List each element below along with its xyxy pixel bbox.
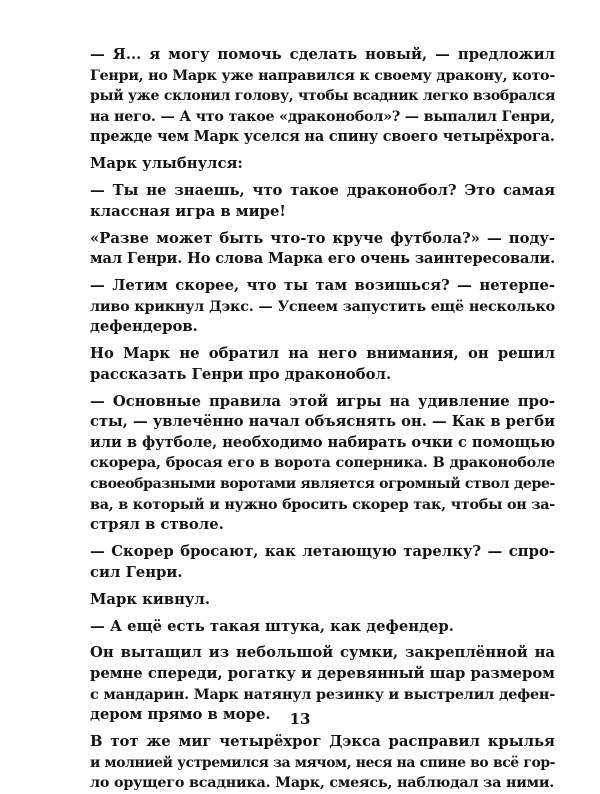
paragraph	[90, 181, 555, 222]
text-line: Генри, но Марк уже направился к своему дракону, кото-	[90, 67, 555, 84]
text-line: «Разве может быть что-то круче футбола?» — поду-	[90, 229, 555, 247]
paragraph	[90, 590, 555, 611]
text-line: — А ещё есть такая штука, как дефендер.	[90, 617, 454, 635]
text-line: стрял в стволе.	[90, 516, 224, 534]
text-line: ва, в который и нужно бросить скорер так, чтобы он за-	[90, 496, 555, 513]
page-body-text	[90, 45, 555, 794]
paragraph	[90, 229, 555, 270]
paragraph	[90, 732, 555, 794]
paragraph	[90, 392, 555, 536]
text-line: ремне спереди, рогатку и деревянный шар размером	[90, 665, 555, 682]
text-line: дером прямо в море.	[90, 706, 271, 724]
text-line: сты, — увлечённо начал объяснять он. — Как в регби	[90, 413, 555, 431]
text-line: сил Генри.	[90, 563, 183, 581]
text-line: на него. — А что такое «драконобол»? — выпалил Генри,	[90, 108, 555, 125]
paragraph	[90, 45, 555, 148]
text-line: Марк кивнул.	[90, 590, 210, 608]
paragraph	[90, 542, 555, 583]
text-line: прежде чем Марк уселся на спину своего четырёхрога.	[90, 128, 555, 146]
text-line: классная игра в мире!	[90, 202, 286, 220]
text-line: с мандарин. Марк натянул резинку и выстрелил дефен-	[90, 686, 555, 703]
text-line: скорера, бросая его в ворота соперника. В драконоболе	[90, 454, 555, 472]
text-line: Он вытащил из небольшой сумки, закреплённой на	[90, 644, 555, 662]
text-line: В тот же миг четырёхрог Дэкса расправил крылья	[90, 733, 555, 751]
text-line: дефендеров.	[90, 318, 198, 336]
text-line: Но Марк не обратил на него внимания, он решил	[90, 345, 555, 363]
text-line: — Я... я могу помочь сделать новый, — предложил	[90, 46, 555, 63]
paragraph	[90, 617, 555, 638]
text-line: рый уже склонил голову, чтобы всадник легко взобрался	[90, 88, 555, 105]
text-line: — Скорер бросают, как летающую тарелку? — спро-	[90, 543, 555, 561]
text-line: и молнией устремился за мячом, неся на спине во всё гор-	[90, 754, 555, 771]
text-line: — Ты не знаешь, что такое драконобол? Это самая	[90, 182, 555, 200]
text-line: — Летим скорее, что ты там возишься? — нетерпе-	[90, 277, 555, 295]
page-number: 13	[289, 710, 311, 728]
text-line: рассказать Генри про драконобол.	[90, 365, 392, 383]
text-line: или в футболе, необходимо набирать очки с помощью	[90, 433, 555, 451]
text-line: — Основные правила этой игры на удивление про-	[90, 392, 555, 410]
paragraph	[90, 344, 555, 385]
text-line: Марк улыбнулся:	[90, 155, 243, 173]
paragraph	[90, 154, 555, 175]
text-line: ливо крикнул Дэкс. — Успеем запустить ещё несколько	[90, 298, 555, 315]
paragraph	[90, 276, 555, 338]
text-line: ло орущего всадника. Марк, смеясь, наблюдал за ними.	[90, 775, 555, 792]
text-line: своеобразными воротами является огромный ствол дере-	[90, 476, 555, 493]
text-line: мал Генри. Но слова Марка его очень заинтересовали.	[90, 250, 556, 268]
